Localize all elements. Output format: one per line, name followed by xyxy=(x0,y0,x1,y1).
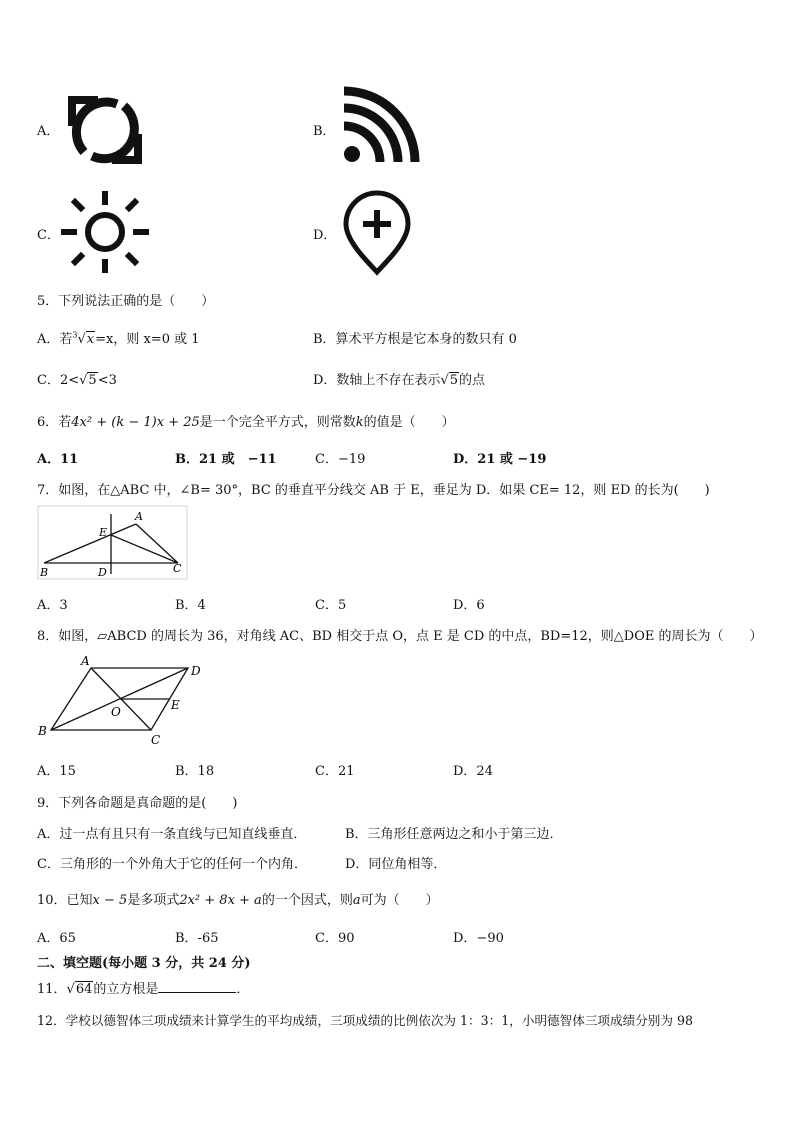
q8-option-a: A．15 xyxy=(37,764,76,779)
q7-option-d: D．6 xyxy=(453,598,485,613)
q9-option-a: A．过一点有且只有一条直线与已知直线垂直． xyxy=(37,827,307,842)
q7-option-c: C．5 xyxy=(315,598,347,613)
q11-stem: 11．√64的立方根是 ． xyxy=(37,982,250,997)
q8-label-d: D xyxy=(191,664,201,678)
q8-parallelogram-figure xyxy=(36,654,211,746)
q7-label-c: C xyxy=(173,562,182,575)
option-b-label: B． xyxy=(313,124,336,139)
q6-option-a: A．11 xyxy=(37,452,79,467)
q8-label-o: O xyxy=(111,705,121,719)
q7-option-b: B．4 xyxy=(175,598,206,613)
q7-label-e: E xyxy=(99,526,108,539)
q9-option-c: C．三角形的一个外角大于它的任何一个内角． xyxy=(37,857,307,872)
add-location-pin-icon xyxy=(340,188,414,278)
q10-option-c: C．90 xyxy=(315,931,355,946)
q10-stem: 10．已知x − 5是多项式2x² + 8x + a的一个因式，则a可为（ ） xyxy=(37,893,439,908)
sun-brightness-icon xyxy=(62,188,152,278)
q12-stem: 12．学校以德智体三项成绩来计算学生的平均成绩，三项成绩的比例依次为 1：3：1，小明德智体三项成绩分别为 98 xyxy=(37,1013,694,1028)
q6-stem: 6．若4x² + (k − 1)x + 25是一个完全平方式，则常数k的值是（ ） xyxy=(37,415,455,430)
q5-stem: 5．下列说法正确的是（ ） xyxy=(37,294,215,309)
q7-option-a: A．3 xyxy=(37,598,68,613)
q7-triangle-figure xyxy=(38,506,188,580)
q8-stem: 8．如图，▱ABCD 的周长为 36，对角线 AC、BD 相交于点 O，点 E 是 CD 的中点，BD=12，则△DOE 的周长为（ ） xyxy=(37,629,763,644)
q8-label-a: A xyxy=(81,654,90,668)
q5-option-b: B．算术平方根是它本身的数只有 0 xyxy=(313,332,517,347)
q9-stem: 9．下列各命题是真命题的是( ) xyxy=(37,796,238,811)
q5-option-c: C．2<√5<3 xyxy=(37,373,117,388)
q8-option-b: B．18 xyxy=(175,764,215,779)
option-d-label: D． xyxy=(313,228,337,243)
q6-option-b: B．21 或 −11 xyxy=(175,452,277,467)
q7-stem: 7．如图，在△ABC 中，∠B= 30°，BC 的垂直平分线交 AB 于 E，垂足为 D．如果 CE= 12，则 ED 的长为( ) xyxy=(37,483,710,498)
q8-label-c: C xyxy=(151,733,161,747)
q6-option-c: C．−19 xyxy=(315,452,366,467)
q10-option-b: B．-65 xyxy=(175,931,219,946)
q5-option-d: D．数轴上不存在表示√5的点 xyxy=(313,373,486,388)
q7-label-b: B xyxy=(40,566,49,579)
q8-option-d: D．24 xyxy=(453,764,493,779)
rss-feed-icon xyxy=(340,86,422,166)
option-a-label: A． xyxy=(37,124,60,139)
refresh-icon xyxy=(62,90,148,170)
q6-option-d: D．21 或 −19 xyxy=(453,452,547,467)
q10-option-a: A．65 xyxy=(37,931,76,946)
q8-option-c: C．21 xyxy=(315,764,355,779)
q10-option-d: D．−90 xyxy=(453,931,504,946)
section-2-title: 二、填空题(每小题 3 分，共 24 分) xyxy=(37,956,251,971)
q11-answer-blank[interactable] xyxy=(158,980,236,993)
q7-label-a: A xyxy=(135,510,143,523)
q9-option-d: D．同位角相等． xyxy=(345,857,447,872)
q7-label-d: D xyxy=(98,566,107,579)
option-c-label: C． xyxy=(37,228,60,243)
q8-label-b: B xyxy=(38,724,47,738)
q8-label-e: E xyxy=(171,698,180,712)
q9-option-b: B．三角形任意两边之和小于第三边． xyxy=(345,827,563,842)
q5-option-a: A．若$^3$√x=x，则 x=0 或 1 xyxy=(37,330,200,347)
